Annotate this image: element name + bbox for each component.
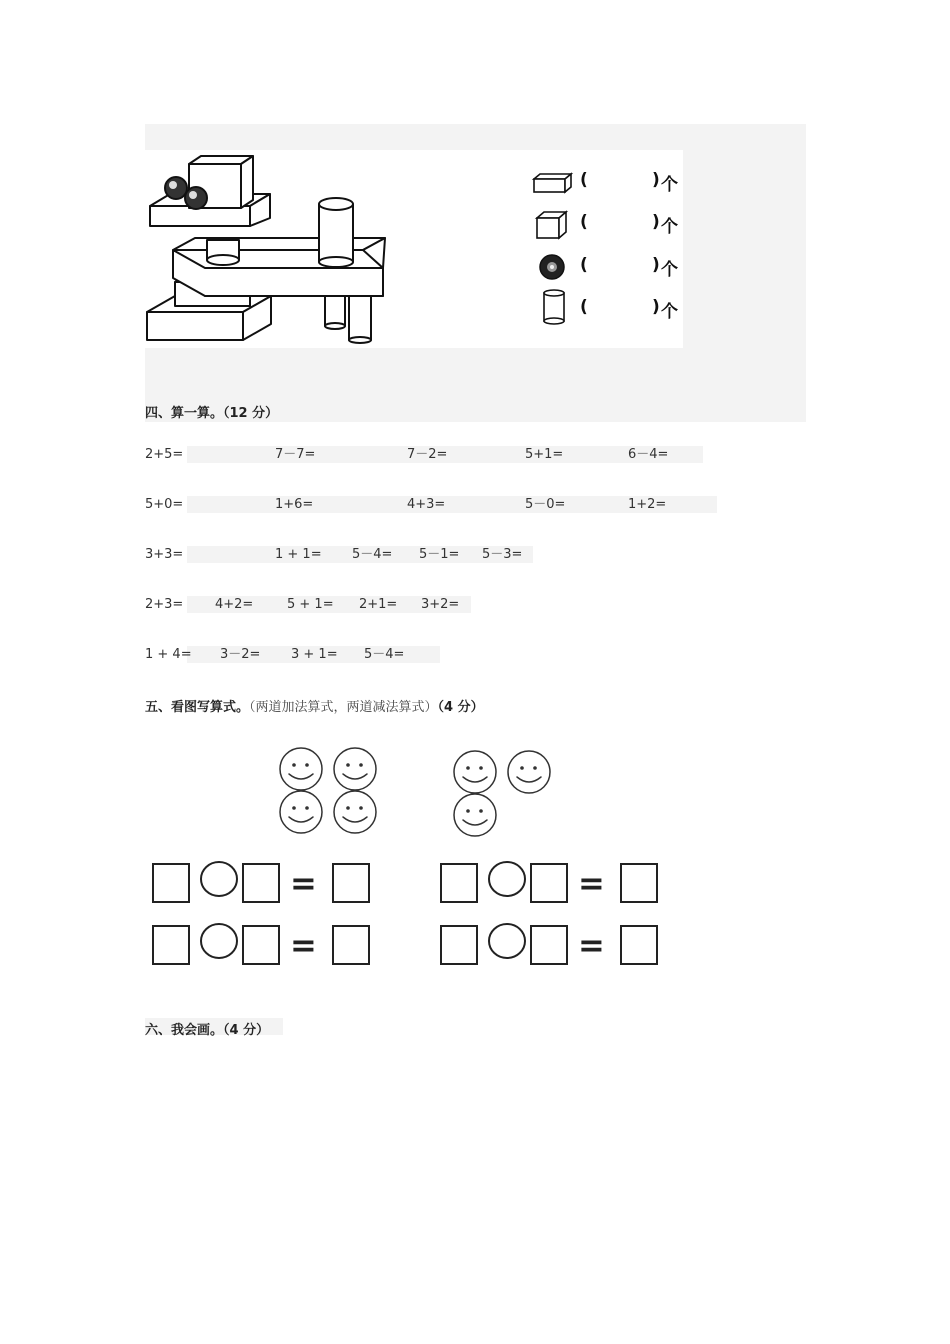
equation: 3－2= [220, 647, 261, 662]
equation: 5－0= [525, 497, 566, 512]
section4-title: 四、算一算。 [145, 406, 224, 421]
equals-sign: = [578, 926, 605, 964]
legend-unit: 个 [661, 260, 678, 280]
equation: 2+5= [145, 447, 184, 462]
legend-open-paren: ( [580, 297, 588, 317]
answer-box[interactable] [440, 925, 478, 965]
section5-title: 五、看图写算式。 [145, 700, 250, 715]
equation-row-1 [145, 446, 705, 464]
equation-row-5 [145, 646, 443, 664]
answer-box[interactable] [620, 925, 658, 965]
section4-heading [145, 402, 278, 421]
equals-sign: = [290, 926, 317, 964]
cuboid-icon [533, 172, 573, 194]
answer-box[interactable] [530, 863, 568, 903]
equation: 5－3= [482, 547, 523, 562]
equals-sign: = [578, 864, 605, 902]
equation: 4+2= [215, 597, 254, 612]
equals-sign: = [290, 864, 317, 902]
equation: 6－4= [628, 447, 669, 462]
equation-row-2 [145, 496, 720, 514]
equation: 7－2= [407, 447, 448, 462]
equation: 2+1= [359, 597, 398, 612]
section6-title: 六、我会画。 [145, 1023, 224, 1038]
equation: 7－7= [275, 447, 316, 462]
legend-close-paren: ) [652, 297, 660, 317]
operator-circle[interactable] [199, 922, 239, 960]
legend-open-paren: ( [580, 212, 588, 232]
legend-close-paren: ) [652, 170, 660, 190]
equation: 1+6= [275, 497, 314, 512]
section5-score: （4 分） [437, 700, 484, 715]
equation: 5 + 1= [287, 597, 334, 612]
equation: 5－1= [419, 547, 460, 562]
legend-open-paren: ( [580, 255, 588, 275]
equation: 2+3= [145, 597, 184, 612]
section5-heading [145, 696, 484, 715]
section6-score: （4 分） [223, 1023, 270, 1038]
equation: 5+1= [525, 447, 564, 462]
equation: 3+3= [145, 547, 184, 562]
equation: 1 + 1= [275, 547, 322, 562]
answer-box[interactable] [332, 925, 370, 965]
equation: 5+0= [145, 497, 184, 512]
equation: 3 + 1= [291, 647, 338, 662]
legend-unit: 个 [661, 175, 678, 195]
operator-circle[interactable] [487, 922, 527, 960]
equation: 4+3= [407, 497, 446, 512]
legend-close-paren: ) [652, 255, 660, 275]
answer-box[interactable] [242, 863, 280, 903]
smiley-group-four [276, 746, 380, 836]
operator-circle[interactable] [487, 860, 527, 898]
block-structure-illustration [145, 150, 395, 348]
answer-box[interactable] [620, 863, 658, 903]
section6-heading [145, 1019, 269, 1038]
answer-box[interactable] [530, 925, 568, 965]
legend-unit: 个 [661, 302, 678, 322]
equation: 1+2= [628, 497, 667, 512]
equation-row-3 [145, 546, 537, 564]
legend-unit: 个 [661, 217, 678, 237]
legend-open-paren: ( [580, 170, 588, 190]
equation: 1 + 4= [145, 647, 192, 662]
answer-box[interactable] [332, 863, 370, 903]
cube-icon [536, 210, 568, 240]
answer-box[interactable] [152, 863, 190, 903]
answer-box[interactable] [242, 925, 280, 965]
equation: 3+2= [421, 597, 460, 612]
equation: 5－4= [352, 547, 393, 562]
section5-note: （两道加法算式，两道减法算式） [249, 700, 438, 715]
legend-close-paren: ) [652, 212, 660, 232]
sphere-icon [538, 253, 566, 281]
smiley-group-three [451, 748, 555, 838]
answer-box[interactable] [440, 863, 478, 903]
cylinder-icon [543, 289, 565, 325]
equation-row-4 [145, 596, 475, 614]
operator-circle[interactable] [199, 860, 239, 898]
equation: 5－4= [364, 647, 405, 662]
answer-box[interactable] [152, 925, 190, 965]
section4-score: （12 分） [223, 406, 279, 421]
